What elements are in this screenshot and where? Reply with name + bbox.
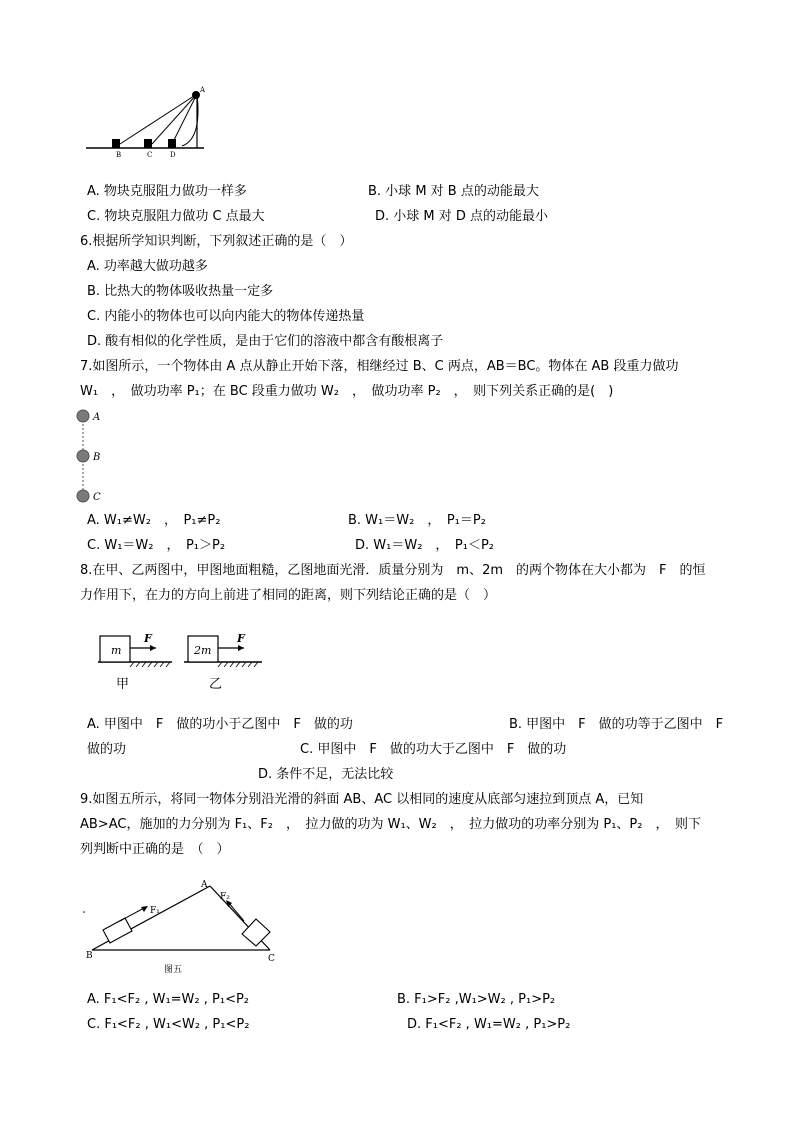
label-A: A [201,880,208,890]
figure-caption: 图五 [164,965,183,975]
figure-five-incline [80,874,284,978]
q6-stem: 6.根据所学知识判断，下列叙述正确的是（ ） [80,234,353,249]
force-f: F [237,632,245,645]
q6-option-d: D. 酸有相似的化学性质，是由于它们的溶液中都含有酸根离子 [87,334,444,349]
q7-option-b: B. W₁＝W₂ ， P₁＝P₂ [348,513,486,528]
label-yi: 乙 [209,677,223,692]
q8-option-b-part2: 做的功 [87,742,127,757]
q8-option-d: D. 条件不足，无法比较 [258,767,394,782]
q8-stem-line2: 力作用下，在力的方向上前进了相同的距离，则下列结论正确的是（ ） [80,588,497,603]
q9-option-c: C. F₁<F₂ , W₁<W₂ , P₁<P₂ [87,1017,250,1032]
figure-blocks-force [94,626,266,694]
label-C: C [268,954,275,964]
figure-ramps [84,84,214,160]
label-D: D [170,151,176,159]
label-A: A [93,412,101,423]
q9-stem-line2: AB>AC，施加的力分别为 F₁、F₂ ， 拉力做的功为 W₁、W₂ ， 拉力做功的功率分别为 P₁、P₂ ， 则下 [80,817,701,832]
label-jia: 甲 [116,677,130,692]
q8-option-c: C. 甲图中 F 做的功大于乙图中 F 做的功 [300,742,567,757]
q8-option-b-part1: B. 甲图中 F 做的功等于乙图中 F [509,717,724,732]
q5-option-c: C. 物块克服阻力做功 C 点最大 [87,209,265,224]
label-B: B [86,951,93,961]
mass-m: m [111,644,122,657]
force-f: F [144,632,152,645]
q9-stem-line3: 列判断中正确的是 （ ） [80,842,230,857]
q7-stem-line2: W₁ ， 做功功率 P₁；在 BC 段重力做功 W₂ ， 做功功率 P₂ ， 则下列关系正确的是( ) [80,384,614,399]
q6-option-b: B. 比热大的物体吸收热量一定多 [87,284,274,299]
label-C: C [147,151,153,159]
q7-option-d: D. W₁＝W₂ ， P₁＜P₂ [355,538,495,553]
q9-option-d: D. F₁<F₂ , W₁=W₂ , P₁>P₂ [407,1017,571,1032]
label-A: A [200,86,206,94]
q5-option-d: D. 小球 M 对 D 点的动能最小 [375,209,549,224]
mass-2m: 2m [194,644,212,657]
label-C: C [93,492,101,503]
q5-option-b: B. 小球 M 对 B 点的动能最大 [368,184,539,199]
q6-option-c: C. 内能小的物体也可以向内能大的物体传递热量 [87,309,365,324]
q5-option-a: A. 物块克服阻力做功一样多 [87,184,247,199]
label-B: B [93,452,101,463]
q9-stem-line1: 9.如图五所示，将同一物体分别沿光滑的斜面 AB、AC 以相同的速度从底部匀速拉到顶点 A，已知 [80,792,644,807]
q7-option-a: A. W₁≠W₂ ， P₁≠P₂ [87,513,221,528]
label-f1: F₁ [150,906,160,916]
label-f2: F₂ [220,892,230,902]
q8-option-a: A. 甲图中 F 做的功小于乙图中 F 做的功 [87,717,353,732]
q7-stem-line1: 7.如图所示，一个物体由 A 点从静止开始下落，相继经过 B、C 两点，AB＝BC。物体在 AB 段重力做功 [80,359,679,374]
label-B: B [116,151,122,159]
q8-stem-line1: 8.在甲、乙两图中，甲图地面粗糙，乙图地面光滑．质量分别为 m、2m 的两个物体在大小都为 F 的恒 [80,563,706,578]
figure-falling-ball [74,406,114,504]
q9-option-b: B. F₁>F₂ ,W₁>W₂ , P₁>P₂ [397,992,556,1007]
q9-option-a: A. F₁<F₂ , W₁=W₂ , P₁<P₂ [87,992,250,1007]
q7-option-c: C. W₁＝W₂ ， P₁＞P₂ [87,538,226,553]
q6-option-a: A. 功率越大做功越多 [87,259,208,274]
